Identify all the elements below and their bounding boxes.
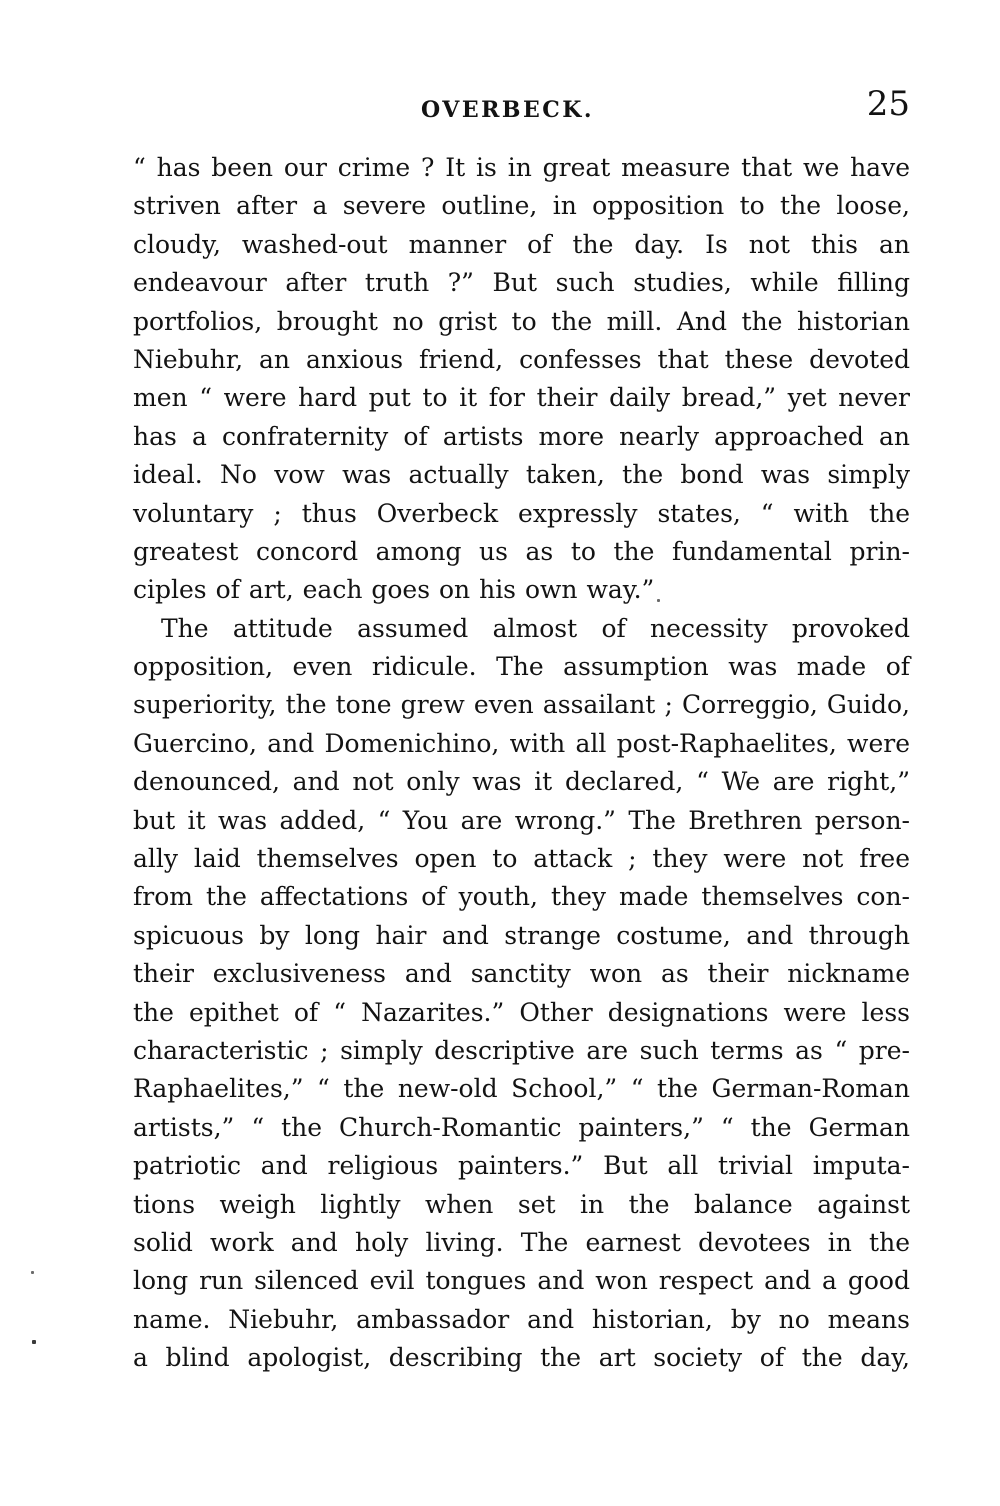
- text-line: voluntary ; thus Overbeck expressly states, “ with the: [133, 498, 910, 528]
- scan-speck: [657, 599, 660, 602]
- text-line: patriotic and religious painters.” But all trivial imputa-: [133, 1151, 910, 1181]
- text-line: Niebuhr, an anxious friend, confesses that these devoted: [133, 344, 910, 374]
- text-line: their exclusiveness and sanctity won as their nickname: [133, 959, 910, 989]
- text-line: from the affectations of youth, they made themselves con-: [133, 882, 910, 912]
- text-line: cloudy, washed-out manner of the day. Is not this an: [133, 229, 910, 259]
- text-line: greatest concord among us as to the fundamental prin-: [133, 536, 910, 566]
- page-header: [133, 84, 910, 134]
- page-body: [133, 149, 910, 1378]
- text-line: tions weigh lightly when set in the balance against: [133, 1189, 910, 1219]
- text-line: portfolios, brought no grist to the mill. And the historian: [133, 306, 910, 336]
- text-line: name. Niebuhr, ambassador and historian, by no means: [133, 1304, 910, 1334]
- text-line: men “ were hard put to it for their daily bread,” yet never: [133, 383, 910, 413]
- text-line: denounced, and not only was it declared, “ We are right,”: [133, 767, 910, 797]
- running-title: OVERBECK.: [420, 97, 595, 123]
- scan-speck: [31, 1271, 34, 1274]
- text-line: artists,” “ the Church-Romantic painters,” “ the German: [133, 1112, 910, 1142]
- text-line: but it was added, “ You are wrong.” The Brethren person-: [133, 805, 910, 835]
- text-line: characteristic ; simply descriptive are such terms as “ pre-: [133, 1035, 910, 1065]
- text-line: “ has been our crime ? It is in great measure that we have: [133, 153, 910, 182]
- text-line: has a confraternity of artists more nearly approached an: [133, 421, 910, 451]
- page-number: 25: [866, 84, 910, 124]
- text-line: long run silenced evil tongues and won respect and a good: [133, 1266, 910, 1296]
- text-line: ciples of art, each goes on his own way.”: [133, 575, 655, 605]
- text-line: endeavour after truth ?” But such studies, while filling: [133, 268, 910, 298]
- text-line: a blind apologist, describing the art society of the day,: [133, 1343, 910, 1373]
- text-line: ally laid themselves open to attack ; they were not free: [133, 844, 910, 874]
- text-line: solid work and holy living. The earnest devotees in the: [133, 1227, 910, 1257]
- text-line: spicuous by long hair and strange costume, and through: [133, 920, 910, 950]
- text-line: striven after a severe outline, in opposition to the loose,: [133, 191, 910, 221]
- text-line: ideal. No vow was actually taken, the bond was simply: [133, 460, 910, 490]
- text-line: superiority, the tone grew even assailant ; Correggio, Guido,: [133, 690, 910, 720]
- text-line: opposition, even ridicule. The assumption was made of: [133, 652, 910, 682]
- text-line: The attitude assumed almost of necessity provoked: [161, 613, 910, 643]
- scan-speck: [32, 1340, 36, 1344]
- text-line: Guercino, and Domenichino, with all post-Raphaelites, were: [133, 728, 910, 758]
- text-line: Raphaelites,” “ the new-old School,” “ the German-Roman: [133, 1074, 910, 1104]
- text-line: the epithet of “ Nazarites.” Other designations were less: [133, 997, 910, 1027]
